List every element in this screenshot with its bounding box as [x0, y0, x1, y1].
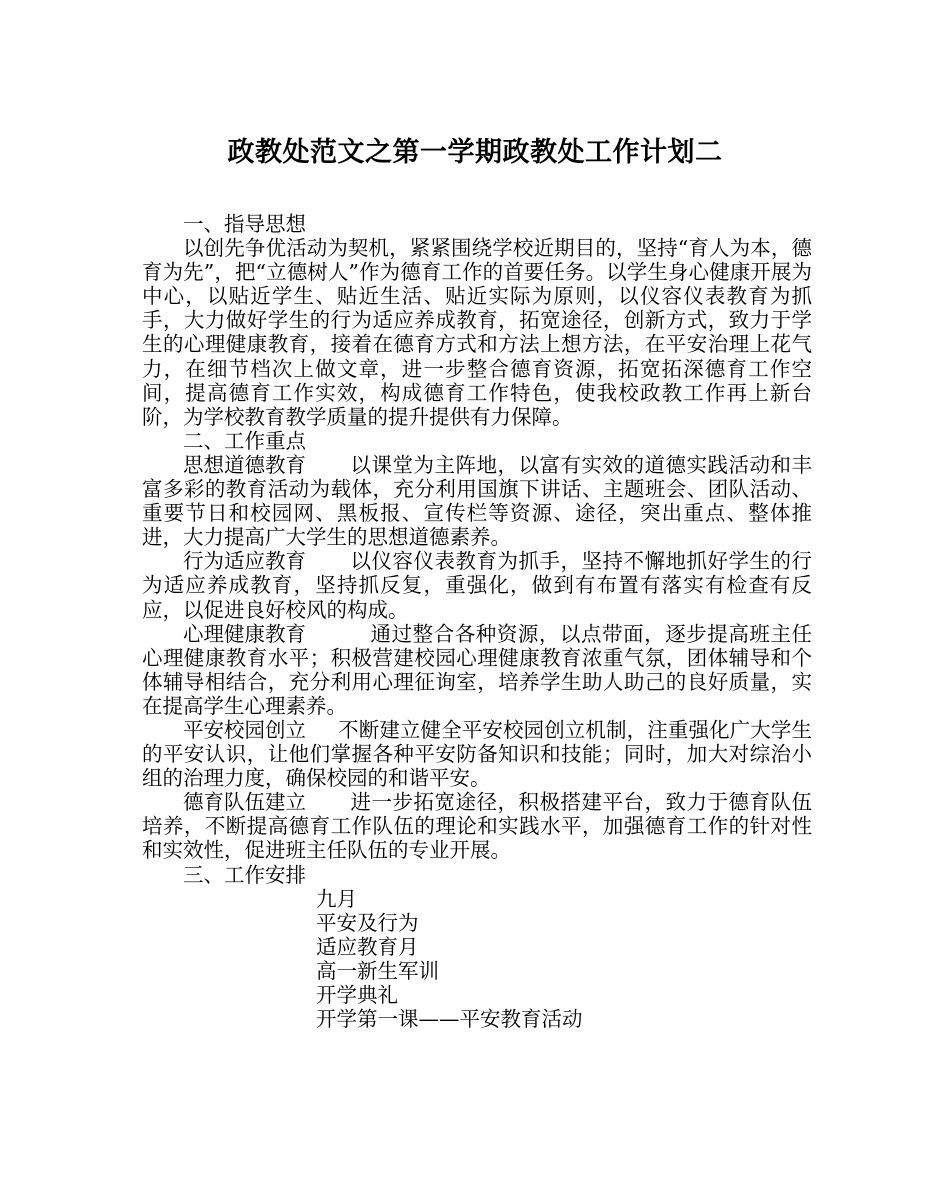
- topic-label-mental-health: 心理健康教育: [183, 621, 306, 646]
- schedule-item-month: 九月: [316, 886, 357, 911]
- paragraph-behavior-education: [142, 549, 812, 621]
- section-heading-work-schedule: 三、工作安排: [183, 862, 306, 887]
- paragraph-safe-campus: [142, 718, 812, 790]
- topic-label-behavior-education: 行为适应教育: [183, 549, 306, 574]
- paragraph-moral-team: [142, 790, 812, 862]
- topic-text-moral-education: 以课堂为主阵地，以富有实效的道德实践活动和丰富多彩的教育活动为载体，充分利用国旗下讲话、主题班会、团队活动、重要节日和校园网、黑板报、宣传栏等资源、途径，突出重点、整体推进，大力提高广大学生的思想道德素养。: [142, 452, 812, 550]
- paragraph-guiding-thought: 以创先争优活动为契机，紧紧围绕学校近期目的，坚持“育人为本，德育为先”，把“立德树人”作为德育工作的首要任务。以学生身心健康开展为中心，以贴近学生、贴近生活、贴近实际为原则，以仪容仪表教育为抓手，大力做好学生的行为适应养成教育，拓宽途径，创新方式，致力于学生的心理健康教育，接着在德育方式和方法上想方法，在平安治理上花气力，在细节档次上做文章，进一步整合德育资源，拓宽拓深德育工作空间，提高德育工作实效，构成德育工作特色，使我校政教工作再上新台阶，为学校教育教学质量的提升提供有力保障。: [142, 236, 812, 429]
- topic-text-moral-team: 进一步拓宽途径，积极搭建平台，致力于德育队伍培养，不断提高德育工作队伍的理论和实践水平，加强德育工作的针对性和实效性，促进班主任队伍的专业开展。: [142, 790, 812, 863]
- topic-label-moral-education: 思想道德教育: [183, 452, 306, 477]
- schedule-item: 适应教育月: [316, 934, 419, 959]
- topic-text-behavior-education: 以仪容仪表教育为抓手，坚持不懈地抓好学生的行为适应养成教育，坚持抓反复，重强化，做到有布置有落实有检查有反应，以促进良好校风的构成。: [142, 549, 812, 622]
- schedule-item: 开学第一课——平安教育活动: [316, 1007, 583, 1032]
- paragraph-mental-health: [142, 622, 812, 718]
- document-body: [142, 212, 812, 1031]
- paragraph-moral-education: [142, 453, 812, 549]
- schedule-list: [142, 887, 812, 1032]
- section-heading-guiding-thought: 一、指导思想: [183, 212, 306, 236]
- topic-text-mental-health: 通过整合各种资源，以点带面，逐步提高班主任心理健康教育水平；积极营建校园心理健康教育浓重气氛，团体辅导和个体辅导相结合，充分利用心理征询室，培养学生助人助己的良好质量，实在提高学生心理素养。: [142, 621, 812, 718]
- schedule-item: 开学典礼: [316, 983, 398, 1007]
- topic-label-safe-campus: 平安校园创立: [183, 717, 306, 742]
- section-heading-work-focus: 二、工作重点: [183, 428, 306, 453]
- document-title: 政教处范文之第一学期政教处工作计划二: [227, 137, 723, 168]
- topic-text-safe-campus: 不断建立健全平安校园创立机制，注重强化广大学生的平安认识，让他们掌握各种平安防备知识和技能；同时，加大对综治小组的治理力度，确保校园的和谐平安。: [142, 717, 812, 791]
- schedule-item: 高一新生军训: [316, 958, 439, 983]
- topic-label-moral-team: 德育队伍建立: [183, 790, 306, 815]
- schedule-item: 平安及行为: [316, 910, 419, 935]
